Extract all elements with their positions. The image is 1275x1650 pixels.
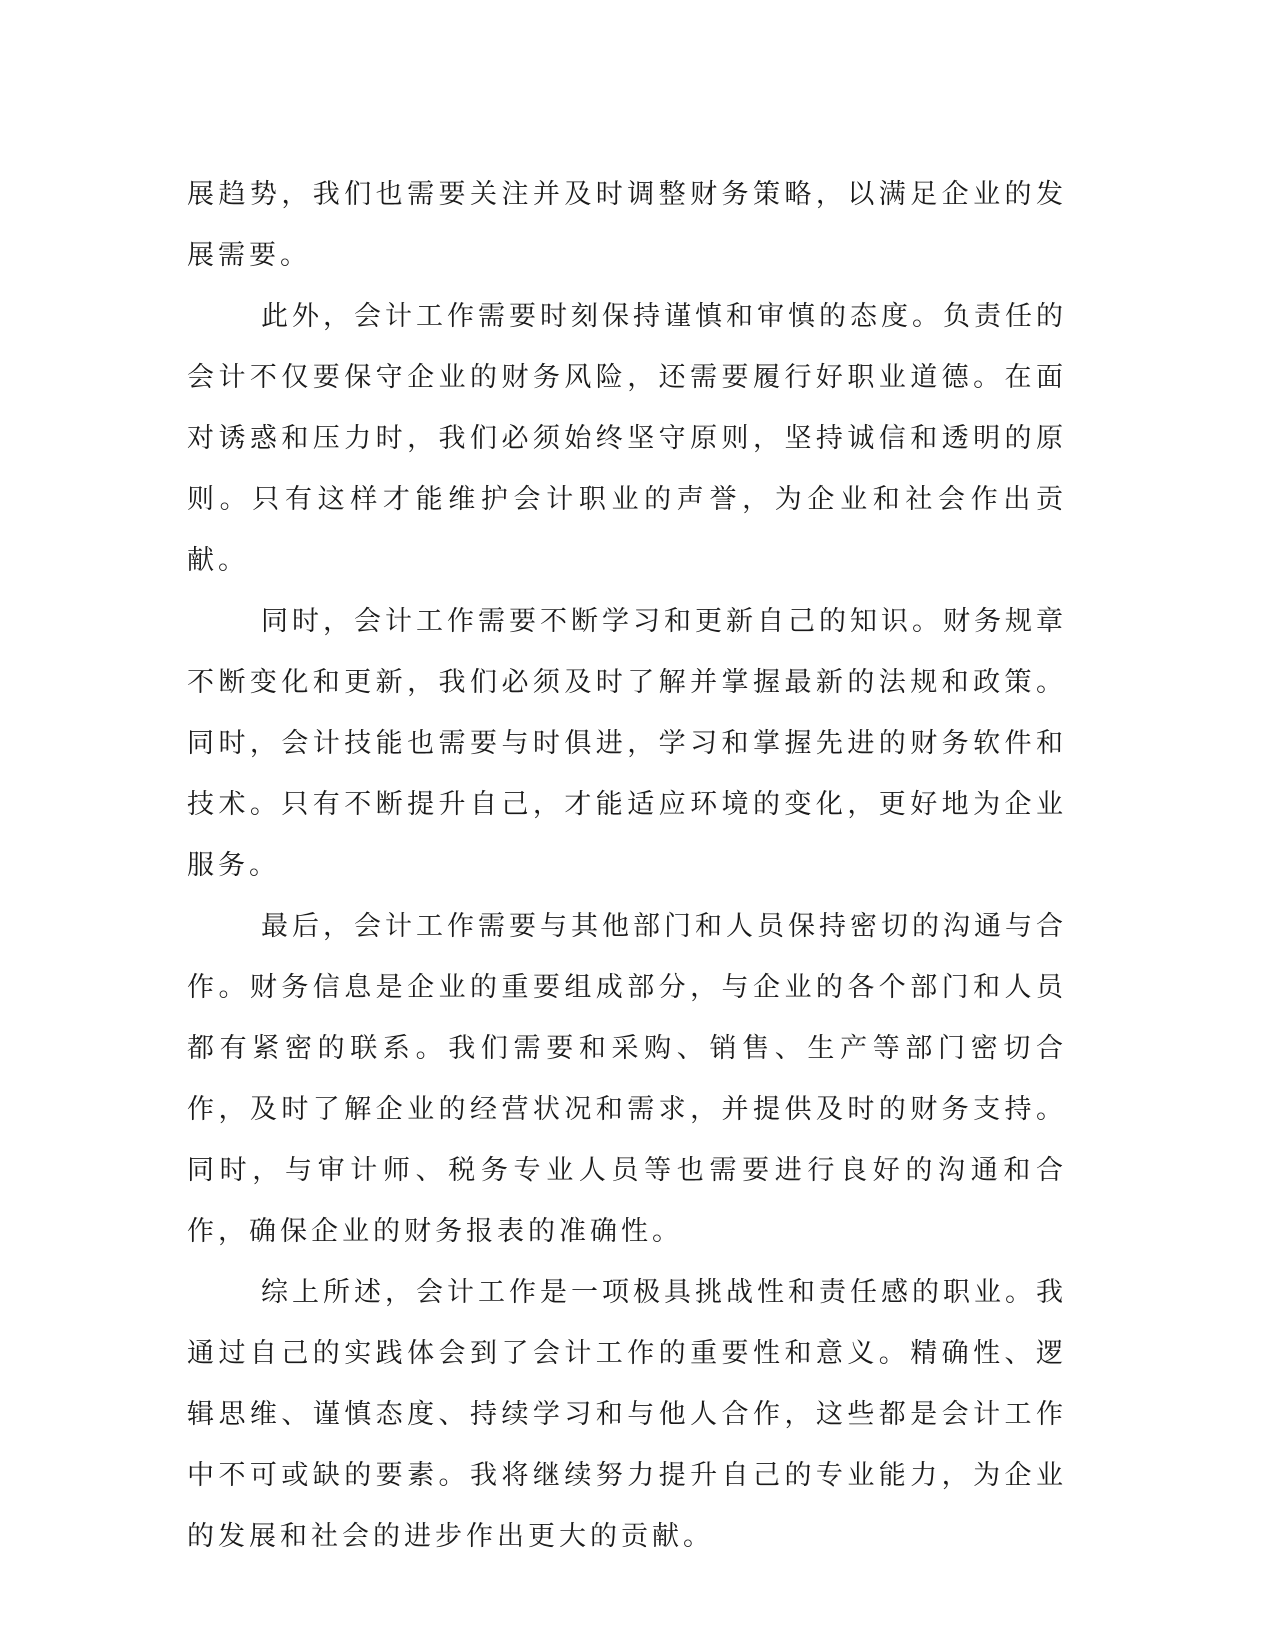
paragraph-continuation: 展趋势，我们也需要关注并及时调整财务策略，以满足企业的发展需要。 [187, 179, 1067, 271]
paragraph-learning: 同时，会计工作需要不断学习和更新自己的知识。财务规章不断变化和更新，我们必须及时了解并掌握最新的法规和政策。同时，会计技能也需要与时俱进，学习和掌握先进的财务软件和技术。只有不断提升自己，才能适应环境的变化，更好地为企业服务。 [187, 606, 1067, 881]
paragraph-cooperation: 最后，会计工作需要与其他部门和人员保持密切的沟通与合作。财务信息是企业的重要组成部分，与企业的各个部门和人员都有紧密的联系。我们需要和采购、销售、生产等部门密切合作，及时了解企业的经营状况和需求，并提供及时的财务支持。同时，与审计师、税务专业人员等也需要进行良好的沟通和合作，确保企业的财务报表的准确性。 [187, 911, 1067, 1247]
paragraph-prudence: 此外，会计工作需要时刻保持谨慎和审慎的态度。负责任的会计不仅要保守企业的财务风险，还需要履行好职业道德。在面对诱惑和压力时，我们必须始终坚守原则，坚持诚信和透明的原则。只有这样才能维护会计职业的声誉，为企业和社会作出贡献。 [187, 301, 1067, 576]
document-body [187, 164, 1067, 1567]
paragraph-conclusion: 综上所述，会计工作是一项极具挑战性和责任感的职业。我通过自己的实践体会到了会计工作的重要性和意义。精确性、逻辑思维、谨慎态度、持续学习和与他人合作，这些都是会计工作中不可或缺的要素。我将继续努力提升自己的专业能力，为企业的发展和社会的进步作出更大的贡献。 [187, 1277, 1067, 1552]
